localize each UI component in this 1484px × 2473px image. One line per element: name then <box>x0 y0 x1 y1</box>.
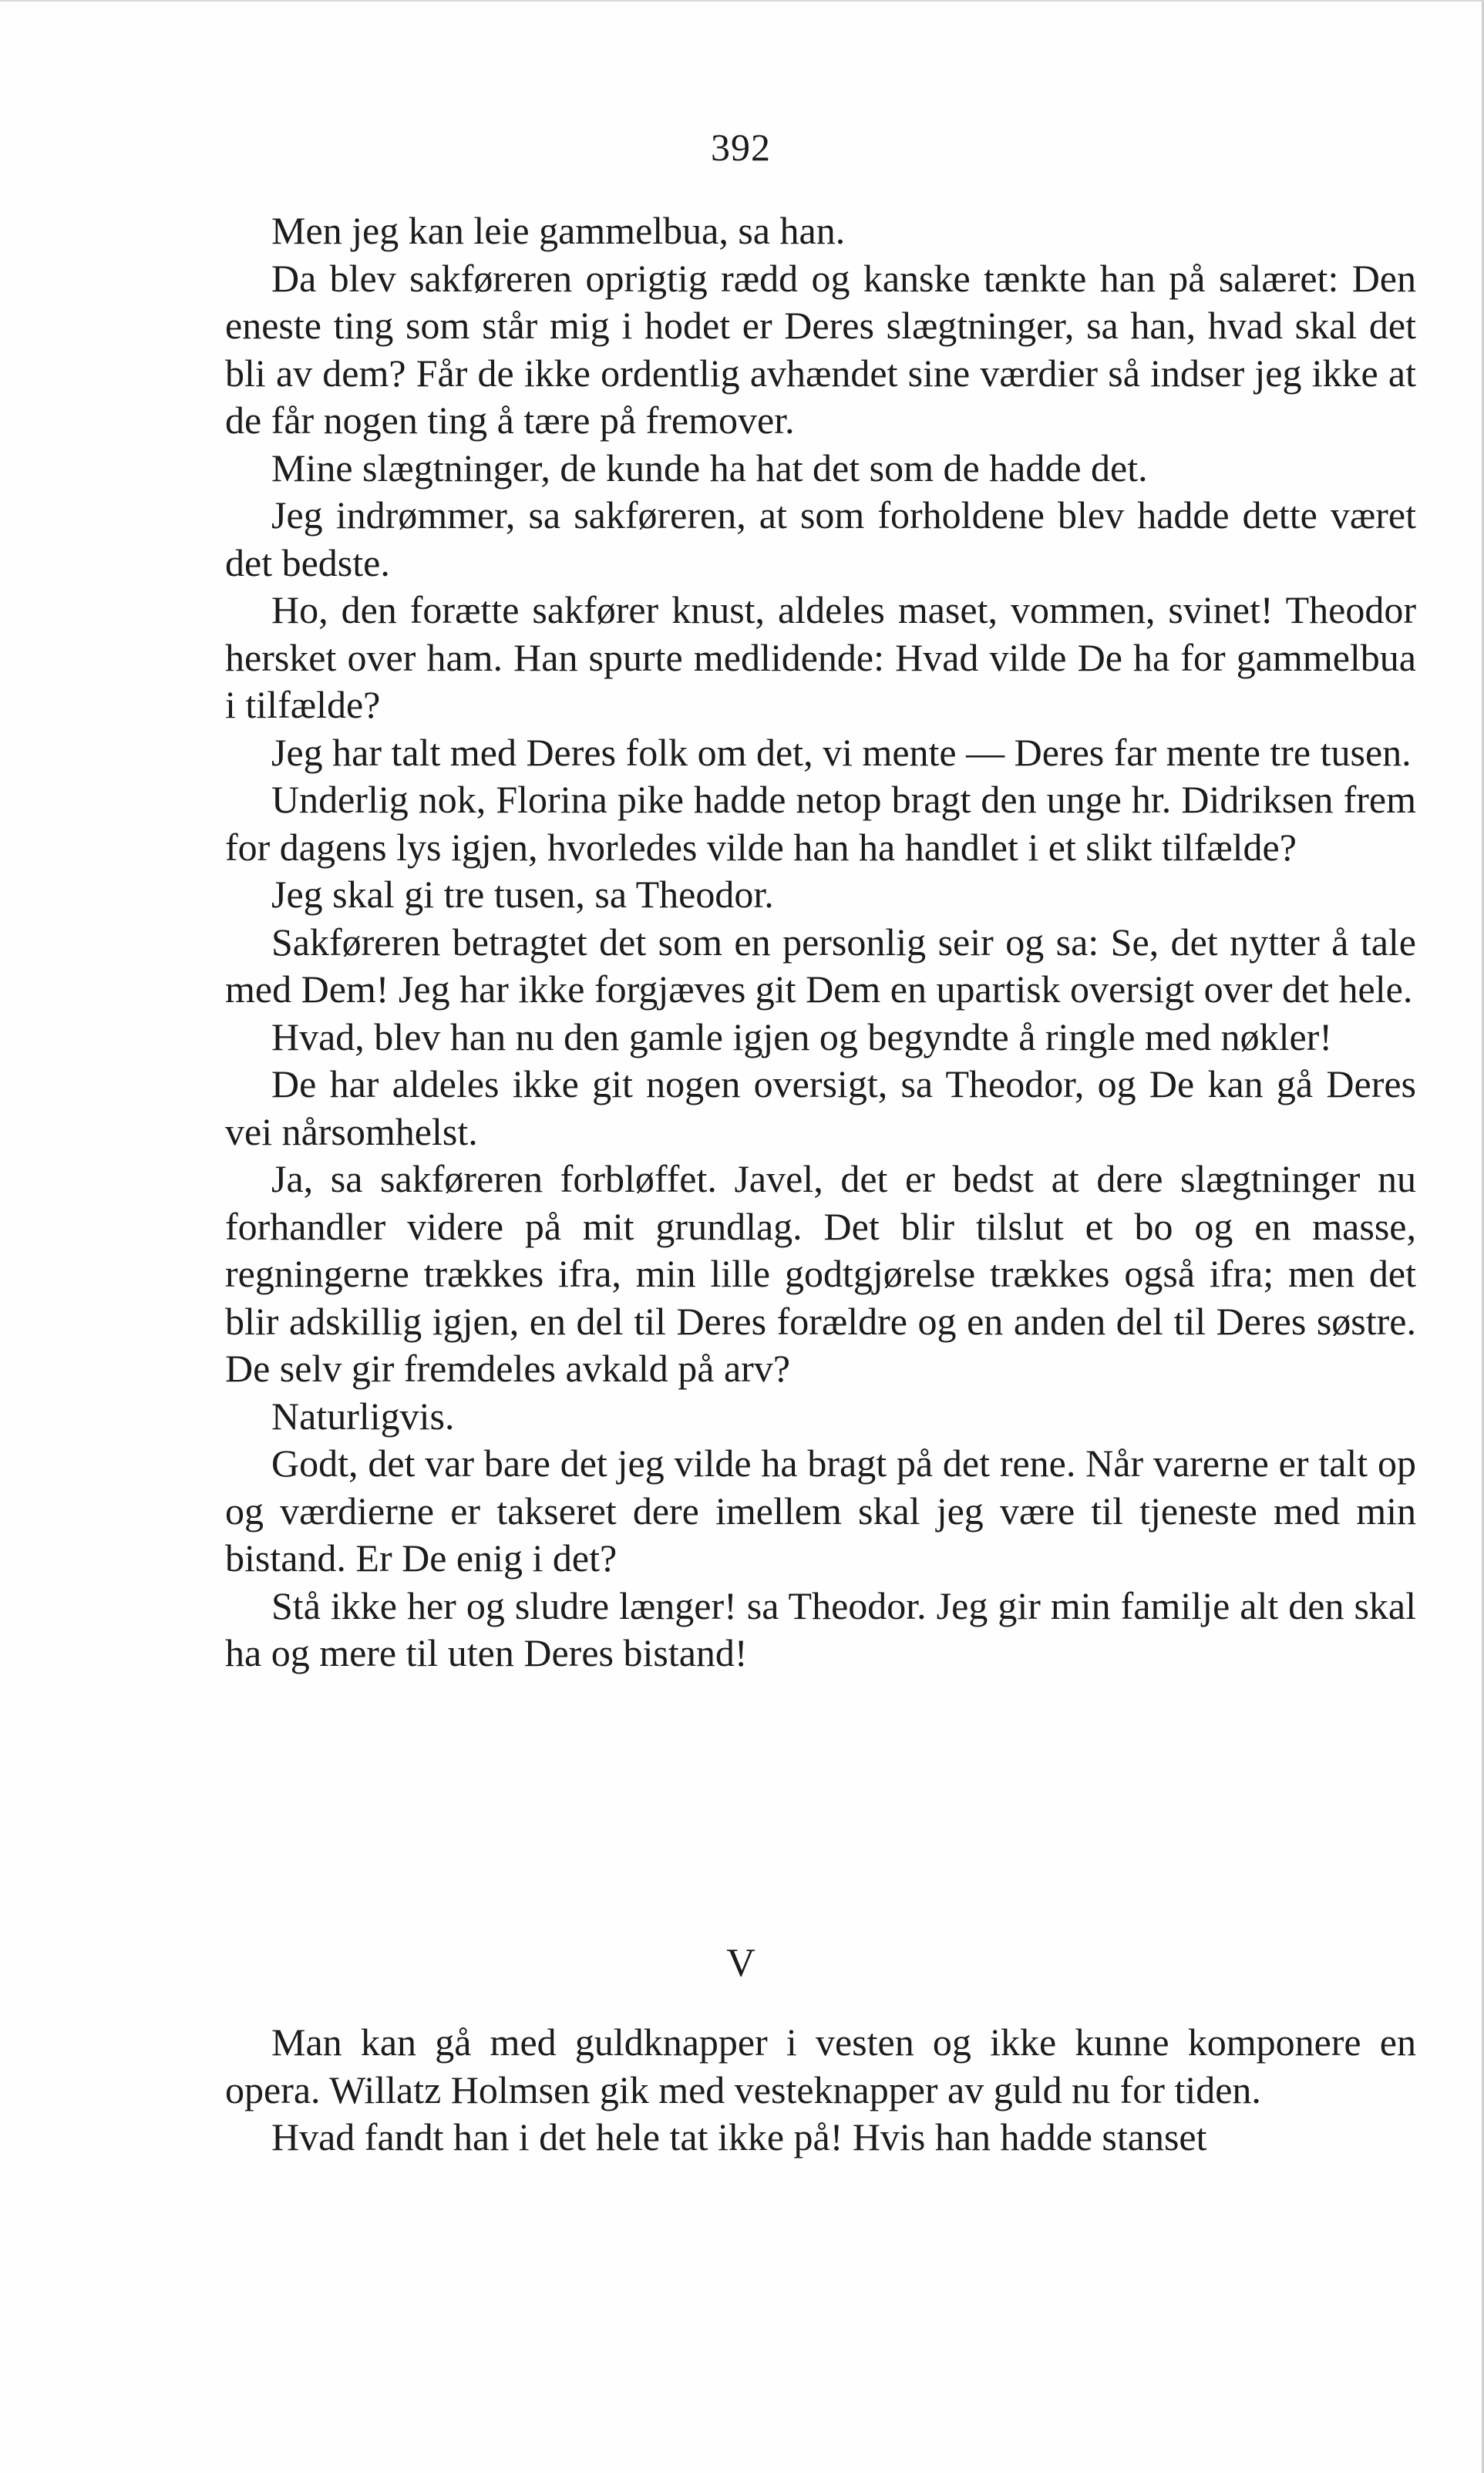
paragraph: Hvad, blev han nu den gamle igjen og begyndte å ringle med nøkler! <box>271 1014 1332 1058</box>
chapter-text-after <box>225 2019 1416 2162</box>
paragraph: Naturligvis. <box>271 1394 455 1438</box>
paragraph: Men jeg kan leie gammelbua, sa han. <box>271 209 846 252</box>
paragraph: Godt, det var bare det jeg vilde ha bragt på det rene. Når varerne er talt op og værdierne er takseret dere imellem skal jeg være til tjeneste med min bistand. Er De enig i det? <box>225 1442 1416 1580</box>
paragraph: Man kan gå med guldknapper i vesten og ikke kunne komponere en opera. Willatz Holmsen gik med vesteknapper av guld nu for tiden. <box>225 2020 1416 2111</box>
paragraph: Hvad fandt han i det hele tat ikke på! Hvis han hadde stanset <box>271 2115 1207 2158</box>
paragraph: Mine slægtninger, de kunde ha hat det som de hadde det. <box>271 446 1148 490</box>
paragraph: De har aldeles ikke git nogen oversigt, sa Theodor, og De kan gå Deres vei nårsomhelst. <box>225 1062 1416 1153</box>
paragraph: Jeg skal gi tre tusen, sa Theodor. <box>271 873 774 916</box>
paragraph: Ho, den forætte sakfører knust, aldeles maset, vommen, svinet! Theodor hersket over ham. Han spurte medlidende: Hvad vilde De ha for gammelbua i tilfælde? <box>225 588 1416 726</box>
paragraph: Jeg har talt med Deres folk om det, vi mente — Deres far mente tre tusen. <box>271 730 1412 774</box>
paragraph: Sakføreren betragtet det som en personlig seir og sa: Se, det nytter å tale med Dem! Jeg har ikke forgjæves git Dem en upartisk oversigt over det hele. <box>225 920 1416 1011</box>
page-number: 392 <box>711 126 771 169</box>
paragraph: Jeg indrømmer, sa sakføreren, at som forholdene blev hadde dette været det bedste. <box>225 493 1416 584</box>
paragraph: Stå ikke her og sludre længer! sa Theodor. Jeg gir min familje alt den skal ha og mere til uten Deres bistand! <box>225 1583 1416 1674</box>
paragraph: Underlig nok, Florina pike hadde netop bragt den unge hr. Didriksen frem for dagens lys igjen, hvorledes vilde han ha handlet i et slikt tilfælde? <box>225 778 1416 869</box>
chapter-text-before <box>225 207 1416 1677</box>
paragraph: Ja, sa sakføreren forbløffet. Javel, det er bedst at dere slægtninger nu forhandler videre på mit grundlag. Det blir tilslut et bo og en masse, regningerne trækkes ifra, min lille godtgjørelse trækkes også ifra; men det blir adskillig igjen, en del til Deres forældre og en anden del til Deres søstre. De selv gir fremdeles avkald på arv? <box>225 1157 1416 1390</box>
section-heading: V <box>726 1941 755 1985</box>
paragraph: Da blev sakføreren oprigtig rædd og kanske tænkte han på salæret: Den eneste ting som står mig i hodet er Deres slægtninger, sa han, hvad skal det bli av dem? Får de ikke ordentlig avhændet sine værdier så indser jeg ikke at de får nogen ting å tære på fremover. <box>225 256 1416 442</box>
